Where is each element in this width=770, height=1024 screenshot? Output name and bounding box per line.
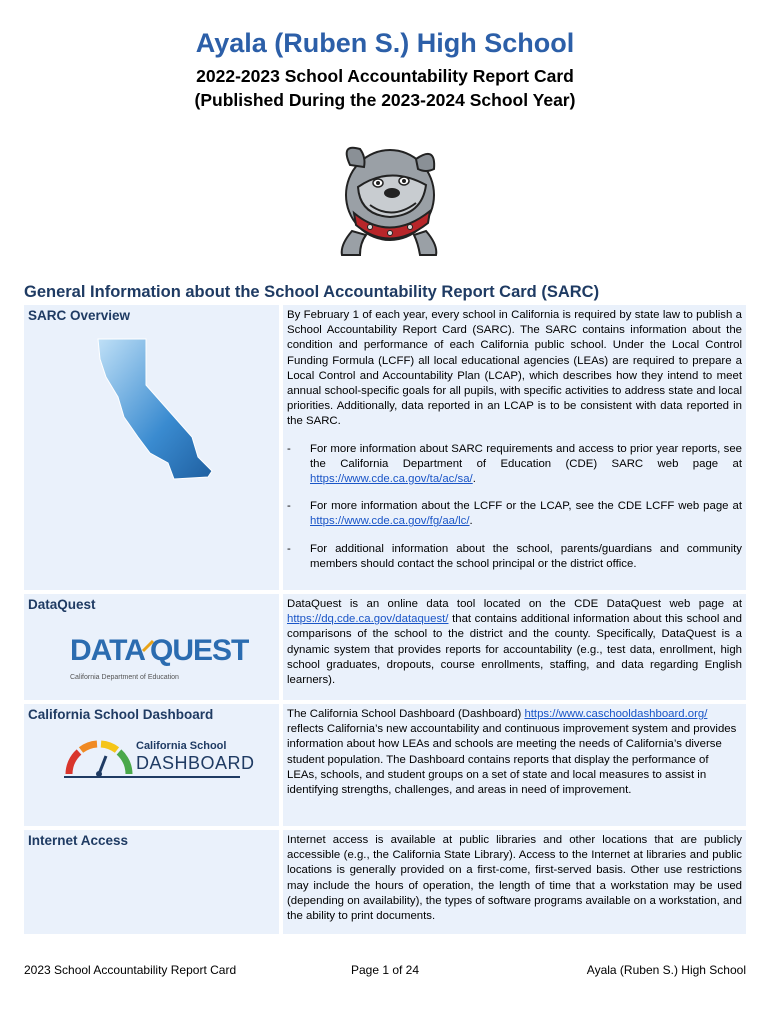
internet-access-label: Internet Access [28, 833, 129, 848]
footer-page-number: Page 1 of 24 [350, 963, 420, 977]
dataquest-link[interactable]: https://dq.cde.ca.gov/dataquest/ [287, 613, 449, 626]
dashboard-label: California School Dashboard [28, 707, 214, 722]
sarc-overview-text [287, 308, 742, 572]
bullet-dash: - [287, 500, 291, 513]
subtitle-line-1: 2022-2023 School Accountability Report Card [196, 66, 574, 86]
bullet-dash: - [287, 542, 291, 555]
bulldog-mascot-icon [330, 135, 450, 260]
footer-right: Ayala (Ruben S.) High School [586, 963, 746, 977]
sarc-overview-text-cell [283, 305, 746, 590]
dashboard-text-cell [283, 704, 746, 826]
dataquest-text: DataQuest is an online data tool located on the CDE DataQuest web page at https://dq.cde.ca.gov/dataquest/ that contains additional information about this school and comparisons of the school to the district and the county. Specifically, DataQuest is a dynamic system that provides reports for accountability (e.g., test data, enrollment, high school graduates, dropouts, course enrollments, staffing, and data regarding English learners). [287, 598, 742, 687]
dataquest-text-cell [283, 594, 746, 700]
internet-access-row [24, 830, 746, 934]
internet-access-label-cell [24, 830, 279, 934]
subtitle-line-2: (Published During the 2023-2024 School Year) [194, 90, 576, 110]
dataquest-row [24, 594, 746, 700]
document-subtitle [0, 64, 770, 112]
sarc-web-page-link[interactable]: https://www.cde.ca.gov/ta/ac/sa/ [310, 473, 473, 486]
sarc-bullet-3: - For additional information about the school, parents/guardians and community members should contact the school principal or the district office. [287, 542, 742, 570]
dashboard-logo: California School DASHBOARD [64, 736, 264, 780]
internet-access-text: Internet access is available at public libraries and other locations that are publicly accessible (e.g., the California State Library). Access to the Internet at libraries and public locations is generally provided on a first-come, first-served basis. Other use restrictions may include the hours of operation, the length of time that a workstation may be used (depending on availability), the types of software programs available on a workstation, and the ability to print documents. [287, 834, 742, 923]
dataquest-label-cell [24, 594, 279, 700]
dataquest-logo: DATA QUEST California Department of Education [70, 634, 249, 681]
dashboard-row [24, 704, 746, 826]
speedometer-icon [64, 738, 134, 778]
dashboard-label-cell [24, 704, 279, 826]
sarc-bullet-2: - For more information about the LCFF or the LCAP, see the CDE LCFF web page at https://www.cde.ca.gov/fg/aa/lc/. [287, 500, 742, 528]
sarc-overview-label: SARC Overview [28, 308, 131, 323]
dashboard-link[interactable]: https://www.caschooldashboard.org/ [524, 708, 708, 720]
sarc-overview-row [24, 305, 746, 590]
sarc-bullet-1: - For more information about SARC requirements and access to prior year reports, see the California Department of Education (CDE) SARC web page at https://www.cde.ca.gov/ta/ac/sa/. [287, 442, 742, 486]
dashboard-text: The California School Dashboard (Dashboard) https://www.caschooldashboard.org/ reflects California’s new accountability and continuous improvement system and provides information about how LEAs and schools are meeting the needs of California’s diverse student population. The Dashboard contains reports that display the performance of LEAs, schools, and student groups on a set of state and local measures to assist in identifying strengths, challenges, and areas in need of improvement. [287, 708, 737, 797]
california-map-icon [94, 337, 219, 487]
sarc-paragraph: By February 1 of each year, every school in California is required by state law to publish a School Accountability Report Card (SARC). The SARC contains information about the condition and performance of each California public school. Under the Local Control Funding Formula (LCFF) all local educational agencies (LEAs) are required to prepare a Local Control and Accountability Plan (LCAP), which describes how they intend to meet annual school-specific goals for all pupils, with specific activities to address state and local priorities. Additionally, data reported in an LCAP is to be consistent with data reported in the SARC. [287, 309, 742, 428]
bullet-dash: - [287, 442, 291, 455]
dataquest-label: DataQuest [28, 597, 96, 612]
dataquest-q-accent-icon [140, 638, 156, 654]
section-title: General Information about the School Accountability Report Card (SARC) [24, 283, 600, 301]
document-title: Ayala (Ruben S.) High School [195, 28, 575, 58]
internet-access-text-cell [283, 830, 746, 934]
dashboard-logo-underline [64, 776, 240, 778]
sarc-overview-label-cell [24, 305, 279, 590]
footer-left: 2023 School Accountability Report Card [24, 963, 237, 977]
lcff-web-page-link[interactable]: https://www.cde.ca.gov/fg/aa/lc/ [310, 515, 470, 528]
